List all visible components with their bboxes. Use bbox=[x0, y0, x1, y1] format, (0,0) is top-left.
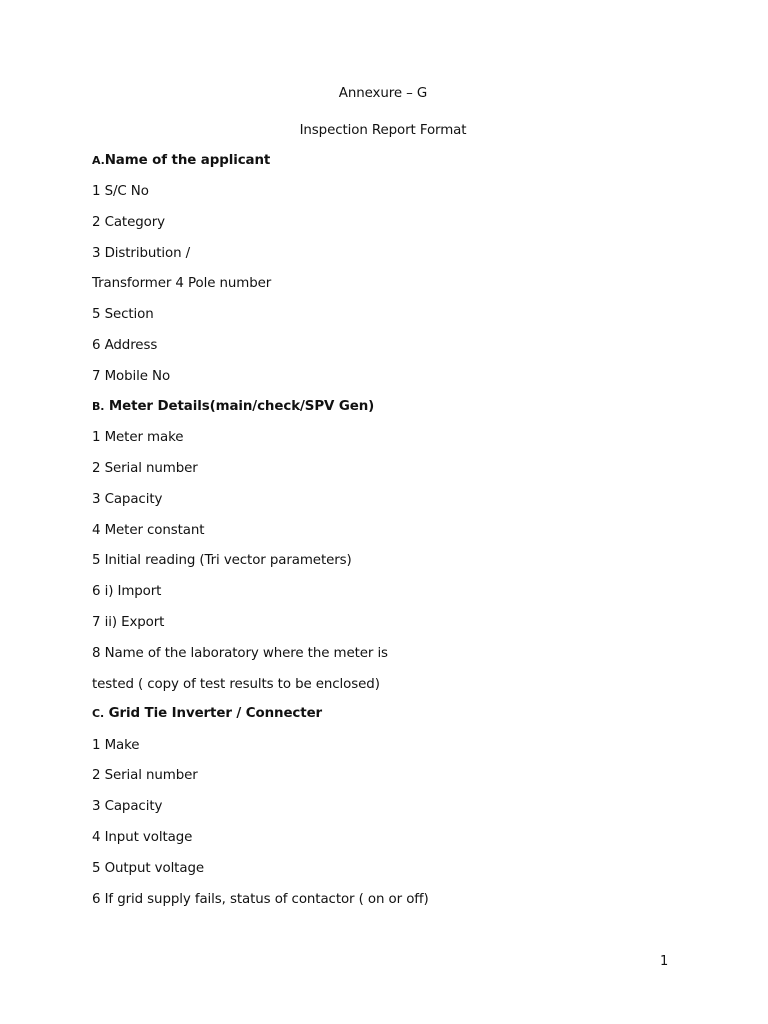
section-c-heading bbox=[92, 706, 322, 722]
section-b-item: 8 Name of the laboratory where the meter is bbox=[92, 646, 388, 661]
section-c-item: 5 Output voltage bbox=[92, 861, 204, 876]
report-title: Inspection Report Format bbox=[299, 123, 467, 138]
section-b-heading-text: Meter Details(main/check/SPV Gen) bbox=[104, 399, 375, 414]
section-a-heading bbox=[92, 153, 270, 169]
section-b-item: tested ( copy of test results to be enclosed) bbox=[92, 677, 380, 692]
section-a-item: 3 Distribution / bbox=[92, 246, 191, 261]
section-a-item: 2 Category bbox=[92, 215, 165, 230]
section-c-item: 4 Input voltage bbox=[92, 830, 193, 845]
section-b-item: 1 Meter make bbox=[92, 430, 184, 445]
section-b-item: 7 ii) Export bbox=[92, 615, 165, 630]
section-a-letter: A. bbox=[92, 154, 105, 167]
section-c-item: 2 Serial number bbox=[92, 768, 198, 783]
section-c-item: 6 If grid supply fails, status of contactor ( on or off) bbox=[92, 892, 429, 907]
section-b-letter: B. bbox=[92, 400, 105, 413]
section-a-heading-text: Name of the applicant bbox=[104, 153, 271, 168]
section-b-item: 3 Capacity bbox=[92, 492, 163, 507]
section-c-item: 3 Capacity bbox=[92, 799, 163, 814]
section-a-item: 7 Mobile No bbox=[92, 369, 171, 384]
section-b-item: 4 Meter constant bbox=[92, 523, 205, 538]
page-number: 1 bbox=[660, 954, 669, 969]
section-b-item: 5 Initial reading (Tri vector parameters) bbox=[92, 553, 352, 568]
section-c-item: 1 Make bbox=[92, 738, 140, 753]
section-a-item: 5 Section bbox=[92, 307, 154, 322]
section-c-letter: C. bbox=[92, 707, 105, 720]
annexure-title: Annexure – G bbox=[338, 86, 428, 101]
section-a-item: 6 Address bbox=[92, 338, 158, 353]
section-a-item: Transformer 4 Pole number bbox=[92, 276, 272, 291]
section-a-item: 1 S/C No bbox=[92, 184, 149, 199]
section-b-heading bbox=[92, 399, 374, 415]
section-b-item: 6 i) Import bbox=[92, 584, 162, 599]
section-b-item: 2 Serial number bbox=[92, 461, 198, 476]
section-c-heading-text: Grid Tie Inverter / Connecter bbox=[104, 706, 323, 721]
